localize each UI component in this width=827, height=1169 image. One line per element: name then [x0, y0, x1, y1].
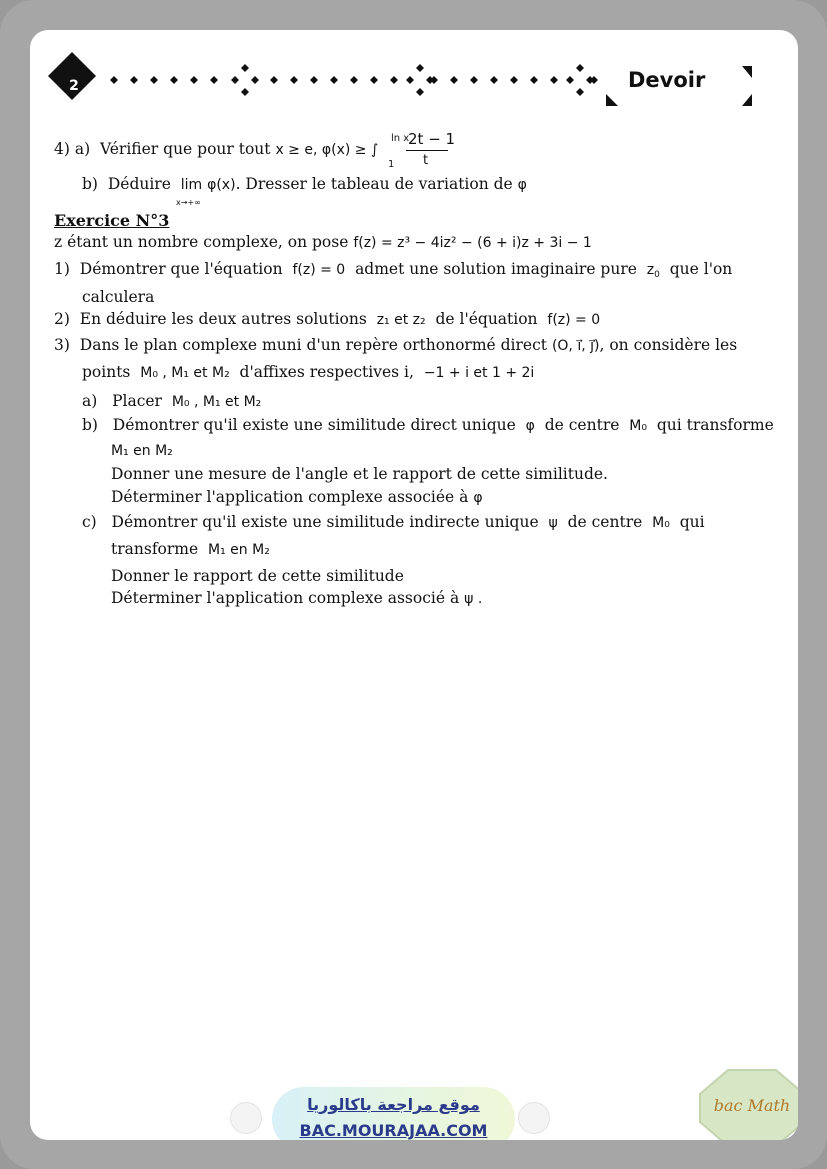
q4a-math: x ≥ e, φ(x) ≥ ∫: [275, 142, 379, 158]
q4b-text2: . Dresser le tableau de variation de: [235, 175, 513, 193]
q3b-phi: φ: [525, 418, 535, 434]
q2-text1: En déduire les deux autres solutions: [79, 310, 367, 328]
ornament-dot: [241, 64, 249, 72]
ornament-dot: [170, 76, 178, 84]
q4b-line: [82, 173, 527, 196]
q3-label: 3): [54, 336, 70, 354]
ornament-dot: [566, 76, 574, 84]
q4a-line: [54, 138, 378, 161]
q3a-label: a): [82, 392, 98, 410]
footer-arabic-link[interactable]: موقع مراجعة باكالوريا: [307, 1095, 480, 1114]
q3-text1: Dans le plan complexe muni d'un repère orthonormé direct: [79, 336, 547, 354]
q2-math1: z₁ et z₂: [376, 312, 426, 328]
ornament-dot: [406, 76, 414, 84]
q1-math2: $z_0$: [646, 262, 660, 280]
q2-math2: f(z) = 0: [547, 312, 601, 328]
q1-label: 1): [54, 260, 70, 278]
q3-cont: [82, 361, 534, 384]
bacmath-logo: [698, 1068, 798, 1140]
q3c-psi: ψ: [548, 515, 558, 531]
ornament-dot: [370, 76, 378, 84]
ornament-dot: [576, 88, 584, 96]
q3-line: [54, 334, 737, 357]
ornament-dot: [550, 76, 558, 84]
q2-line: [54, 308, 600, 331]
q4b-text1: Déduire: [107, 175, 171, 193]
q3-cont1: points: [82, 363, 131, 381]
q3b-text2: de centre: [544, 416, 620, 434]
document-page: [30, 30, 798, 1140]
q3-math1: (O, i⃗, j⃗): [551, 338, 600, 354]
exercise-title: Exercice N°3: [54, 211, 170, 230]
q3c-line2: Donner le rapport de cette similitude: [111, 567, 404, 585]
ornament-dot: [251, 76, 259, 84]
footer-banner[interactable]: [272, 1087, 515, 1140]
q4a-frac-num: 2t − 1: [408, 130, 456, 148]
ornament-dot: [470, 76, 478, 84]
ornament-dot: [231, 76, 239, 84]
ornament-dot: [576, 64, 584, 72]
left-footer-logo: [230, 1102, 262, 1134]
q4b-lim-sub: x→+∞: [176, 198, 201, 207]
q3c-label: c): [82, 513, 97, 531]
footer-site-link[interactable]: BAC.MOURAJAA.COM: [299, 1121, 488, 1140]
ornament-dot: [450, 76, 458, 84]
ornament-dot: [426, 76, 434, 84]
q3b-cont: M₁ en M₂: [111, 443, 173, 459]
q3b-label: b): [82, 416, 98, 434]
ornament-dot: [241, 88, 249, 96]
q4a-int-lower: 1: [388, 159, 395, 170]
ornament-dot: [130, 76, 138, 84]
q4b-lim: lim: [180, 177, 203, 193]
ornament-dot: [190, 76, 198, 84]
ornament-dot: [330, 76, 338, 84]
ornament-dot: [416, 64, 424, 72]
intro-math: f(z) = z³ − 4iz² − (6 + i)z + 3i − 1: [353, 235, 592, 251]
q3c-text3: qui: [679, 513, 705, 531]
q4b-label: b): [82, 175, 98, 193]
ornament-dot: [210, 76, 218, 84]
ornament-dot: [586, 76, 594, 84]
q1-line: [54, 258, 770, 286]
q1-text2: admet une solution imaginaire pure: [355, 260, 637, 278]
ornament-dot: [390, 76, 398, 84]
q1-cont: calculera: [82, 288, 155, 306]
q3b-m0: M₀: [629, 418, 647, 434]
ornament-dot: [150, 76, 158, 84]
ornament-dot: [510, 76, 518, 84]
ornament-dot: [416, 88, 424, 96]
q3a-math: M₀ , M₁ et M₂: [171, 394, 262, 410]
page-number-badge: [52, 60, 92, 100]
q4a-frac-den: t: [423, 153, 429, 168]
q1-text1: Démontrer que l'équation: [79, 260, 283, 278]
q3c-text2: de centre: [567, 513, 643, 531]
q3-math3: −1 + i et 1 + 2i: [423, 365, 535, 381]
exercise-intro: [54, 231, 592, 254]
q2-label: 2): [54, 310, 70, 328]
q3-math2: M₀ , M₁ et M₂: [140, 365, 230, 381]
q2-text2: de l'équation: [435, 310, 538, 328]
q3c-m0: M₀: [652, 515, 670, 531]
page-number: 2: [69, 78, 79, 94]
q3b-line: [82, 414, 774, 437]
q4a-text: Vérifier que pour tout: [99, 140, 271, 158]
ornament-dot: [110, 76, 118, 84]
header-title: Devoir: [628, 68, 706, 92]
q3c-line: [82, 511, 705, 534]
right-footer-logo: [518, 1102, 550, 1134]
ornament-dot: [290, 76, 298, 84]
q3b-text1: Démontrer qu'il existe une similitude direct unique: [112, 416, 516, 434]
q4b-phi: φ: [517, 177, 527, 193]
q4a-int-upper: ln x: [391, 133, 410, 144]
bacmath-text: bac Math: [713, 1096, 791, 1115]
ornament-dot: [490, 76, 498, 84]
ornament-dot: [530, 76, 538, 84]
q3a-line: [82, 390, 261, 413]
ornament-dot: [310, 76, 318, 84]
ornament-dot: [270, 76, 278, 84]
q3c-cont: transforme M₁ en M₂: [111, 540, 270, 558]
q3b-line3: Déterminer l'application complexe associée à φ: [111, 488, 483, 506]
q1-math1: f(z) = 0: [292, 262, 346, 278]
q3c-line3: Déterminer l'application complexe associé à ψ .: [111, 589, 483, 607]
q3-text2: , on considère les: [599, 336, 738, 354]
q4b-math: φ(x): [207, 177, 236, 193]
q3c-text1: Démontrer qu'il existe une similitude indirecte unique: [111, 513, 539, 531]
page-header: [30, 30, 798, 130]
ornament-dot: [350, 76, 358, 84]
q3-cont2: d'affixes respectives i,: [239, 363, 414, 381]
q3b-line2: Donner une mesure de l'angle et le rapport de cette similitude.: [111, 465, 608, 483]
q3a-text: Placer: [112, 392, 162, 410]
q4a-label: 4) a): [54, 140, 91, 158]
q3b-text3: qui transforme: [656, 416, 774, 434]
q1-text3: que l'on: [669, 260, 733, 278]
intro-text: z étant un nombre complexe, on pose: [54, 233, 349, 251]
